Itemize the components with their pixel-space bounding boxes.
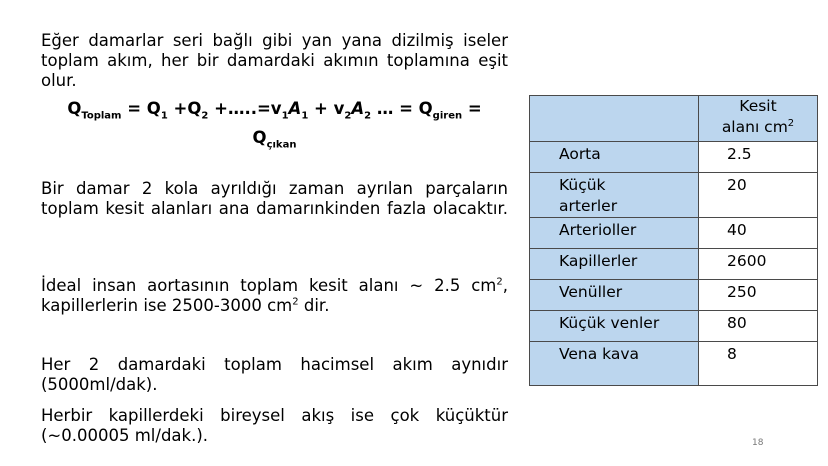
table-row bbox=[530, 249, 818, 280]
table-row bbox=[530, 142, 818, 173]
table-header-blank bbox=[530, 96, 699, 142]
row-name: Arterioller bbox=[530, 218, 699, 249]
paragraph-cross-section: İdeal insan aortasının toplam kesit alanı ~ 2.5 $cm^2$, kapillerlerin ise 2500-3000 $cm^2$ dir. bbox=[41, 276, 508, 315]
paragraph-capillary-flow: Herbir kapillerdeki bireysel akış ise çok küçüktür (~0.00005 ml/dak.). bbox=[41, 406, 508, 445]
cross-section-table bbox=[529, 95, 818, 386]
row-name: Aorta bbox=[530, 142, 699, 173]
table-header-area: Kesit alanı $cm^2$ bbox=[699, 96, 818, 142]
table-row bbox=[530, 218, 818, 249]
row-name: Venüller bbox=[530, 280, 699, 311]
row-value: 250 bbox=[699, 280, 818, 311]
page-number: 18 bbox=[752, 438, 764, 448]
paragraph-series-flow: Eğer damarlar seri bağlı gibi yan yana dizilmiş iseler toplam akım, her bir damardaki akımın toplamına eşit olur. bbox=[41, 31, 508, 90]
paragraph-branching: Bir damar 2 kola ayrıldığı zaman ayrılan parçaların toplam kesit alanları ana damarınkinden fazla olacaktır. bbox=[41, 179, 508, 218]
table-row bbox=[530, 311, 818, 342]
table-row bbox=[530, 173, 818, 218]
paragraph-total-flow: Her 2 damardaki toplam hacimsel akım aynıdır (5000ml/dak). bbox=[41, 355, 508, 394]
row-value: 40 bbox=[699, 218, 818, 249]
row-name: Küçük arterler bbox=[530, 173, 699, 218]
table-row bbox=[530, 280, 818, 311]
row-value: 2.5 bbox=[699, 142, 818, 173]
row-value: 80 bbox=[699, 311, 818, 342]
table-header-row bbox=[530, 96, 818, 142]
row-name: Vena kava bbox=[530, 342, 699, 386]
flow-formula: $Q_{Toplam} = Q_1 +Q_2$ $+\dots..=v_1A_1 + v_2A_2$ … = $Q_{giren}$ = $Q_{çıkan}$ bbox=[67, 99, 482, 151]
row-name: Küçük venler bbox=[530, 311, 699, 342]
row-name: Kapillerler bbox=[530, 249, 699, 280]
row-value: 8 bbox=[699, 342, 818, 386]
row-value: 2600 bbox=[699, 249, 818, 280]
row-value: 20 bbox=[699, 173, 818, 218]
table-row bbox=[530, 342, 818, 386]
